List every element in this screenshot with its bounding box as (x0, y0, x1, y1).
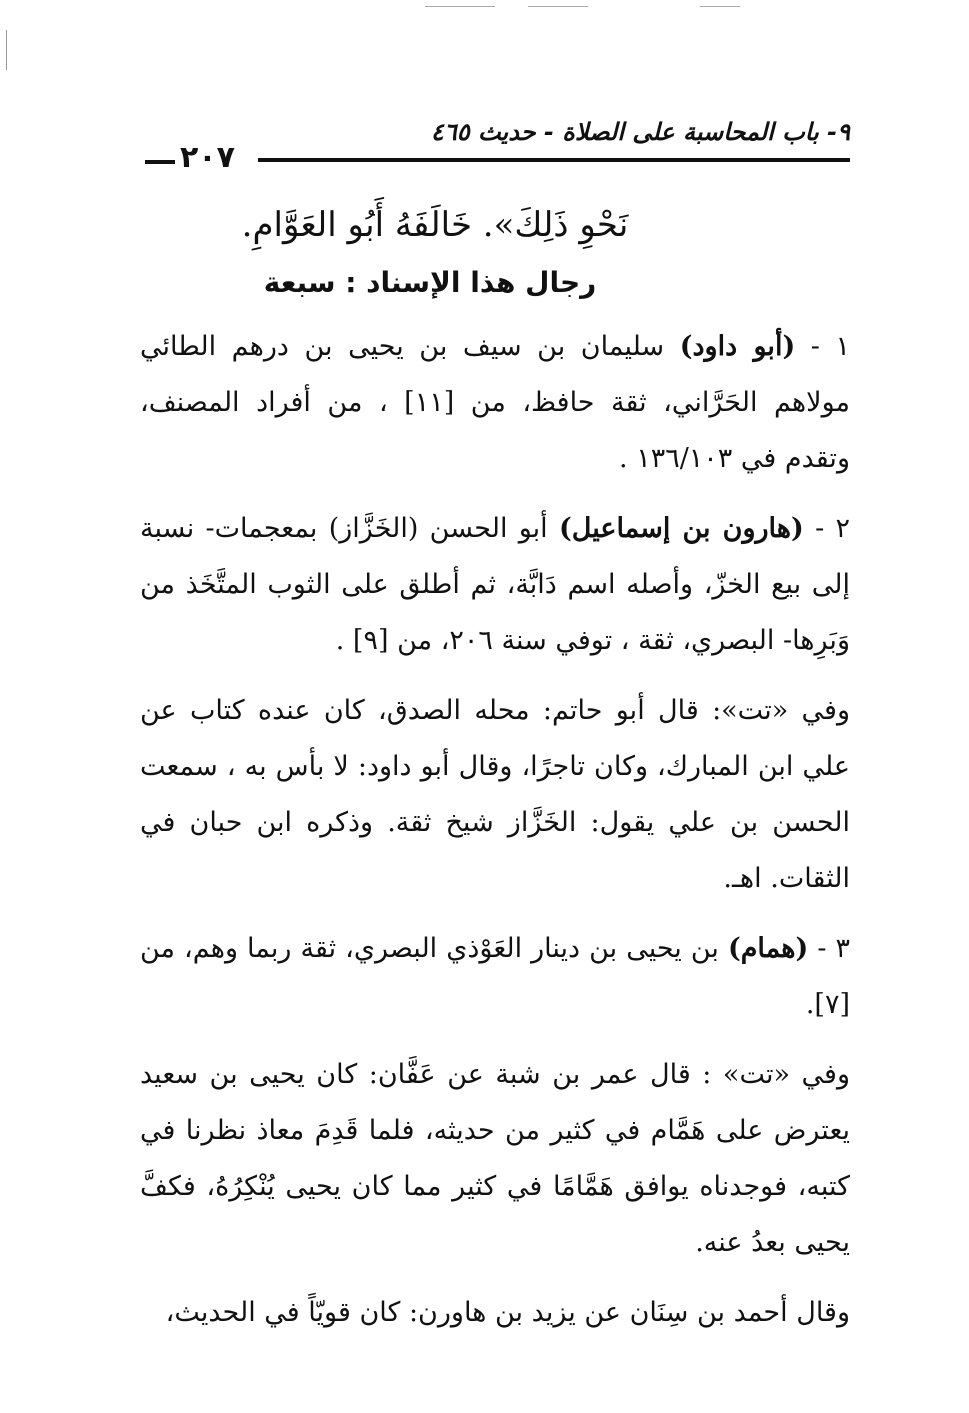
entry-text: أبو الحسن (الخَزَّاز) بمعجمات- نسبة إلى بيع الخزّ، وأصله اسم دَابَّة، ثم أطلق على الثوب المتَّخَذ من وَبَرِها- البصري، ثقة ، توفي سنة ٢٠٦، من [٩] . (140, 513, 850, 656)
entry-text: وفي «تت»: قال أبو حاتم: محله الصدق، كان عنده كتاب عن علي ابن المبارك، وكان تاجرًا، وقال أبو داود: لا بأس به ، سمعت الحسن بن علي يقول: الخَزَّاز شيخ ثقة. وذكره ابن حبان في الثقات. اهـ. (140, 695, 850, 894)
header-rule (258, 158, 850, 162)
entry-number: ١ - (795, 331, 850, 362)
page-header (140, 118, 850, 178)
narrator-name: (همام) (727, 933, 809, 964)
entry-text: وفي «تت» : قال عمر بن شبة عن عَفَّان: كان يحيى بن سعيد يعترض على هَمَّام في كثير من حديثه، فلما قَدِمَ معاذ نظرنا في كتبه، فوجدناه يوافق هَمَّامًا في كثير مما كان يحيى يُنْكِرُهُ، فكفَّ يحيى بعدُ عنه. (140, 1059, 850, 1258)
commentary-paragraph (140, 683, 850, 907)
narrator-entry (140, 501, 850, 669)
narrator-name: (هارون بن إسماعيل) (558, 513, 804, 544)
entry-number: ٣ - (808, 933, 850, 964)
narrator-name: (أبو داود) (679, 331, 796, 362)
section-heading: رجال هذا الإسناد : سبعة (263, 266, 597, 299)
narrator-entry (140, 921, 850, 1033)
scan-artifact (6, 30, 7, 70)
page-body (140, 195, 850, 1355)
hadith-text: نَحْوِ ذَلِكَ». خَالَفَهُ أَبُو العَوَّامِ. (241, 205, 629, 245)
commentary-paragraph (140, 1047, 850, 1271)
entry-number: ٢ - (803, 513, 850, 544)
scan-artifact (700, 6, 740, 7)
narrator-entry (140, 319, 850, 487)
scan-artifact (425, 6, 495, 7)
scan-artifact (528, 6, 588, 7)
commentary-paragraph (140, 1285, 850, 1341)
page-number-dash (145, 160, 175, 164)
entry-text: سليمان بن سيف بن يحيى بن درهم الطائي مولاهم الحَرَّاني، ثقة حافظ، من [١١] ، من أفراد المصنف، وتقدم في ١٣٦/١٠٣ . (140, 331, 850, 474)
entry-text: وقال أحمد بن سِنَان عن يزيد بن هاورن: كان قويّاً في الحديث، (165, 1297, 850, 1328)
running-title: ٩- باب المحاسبة على الصلاة - حديث ٤٦٥ (430, 118, 850, 146)
page-number: ٢٠٧ (180, 140, 235, 175)
entry-text: بن يحيى بن دينار العَوْذي البصري، ثقة ربما وهم، من [٧]. (140, 933, 850, 1020)
